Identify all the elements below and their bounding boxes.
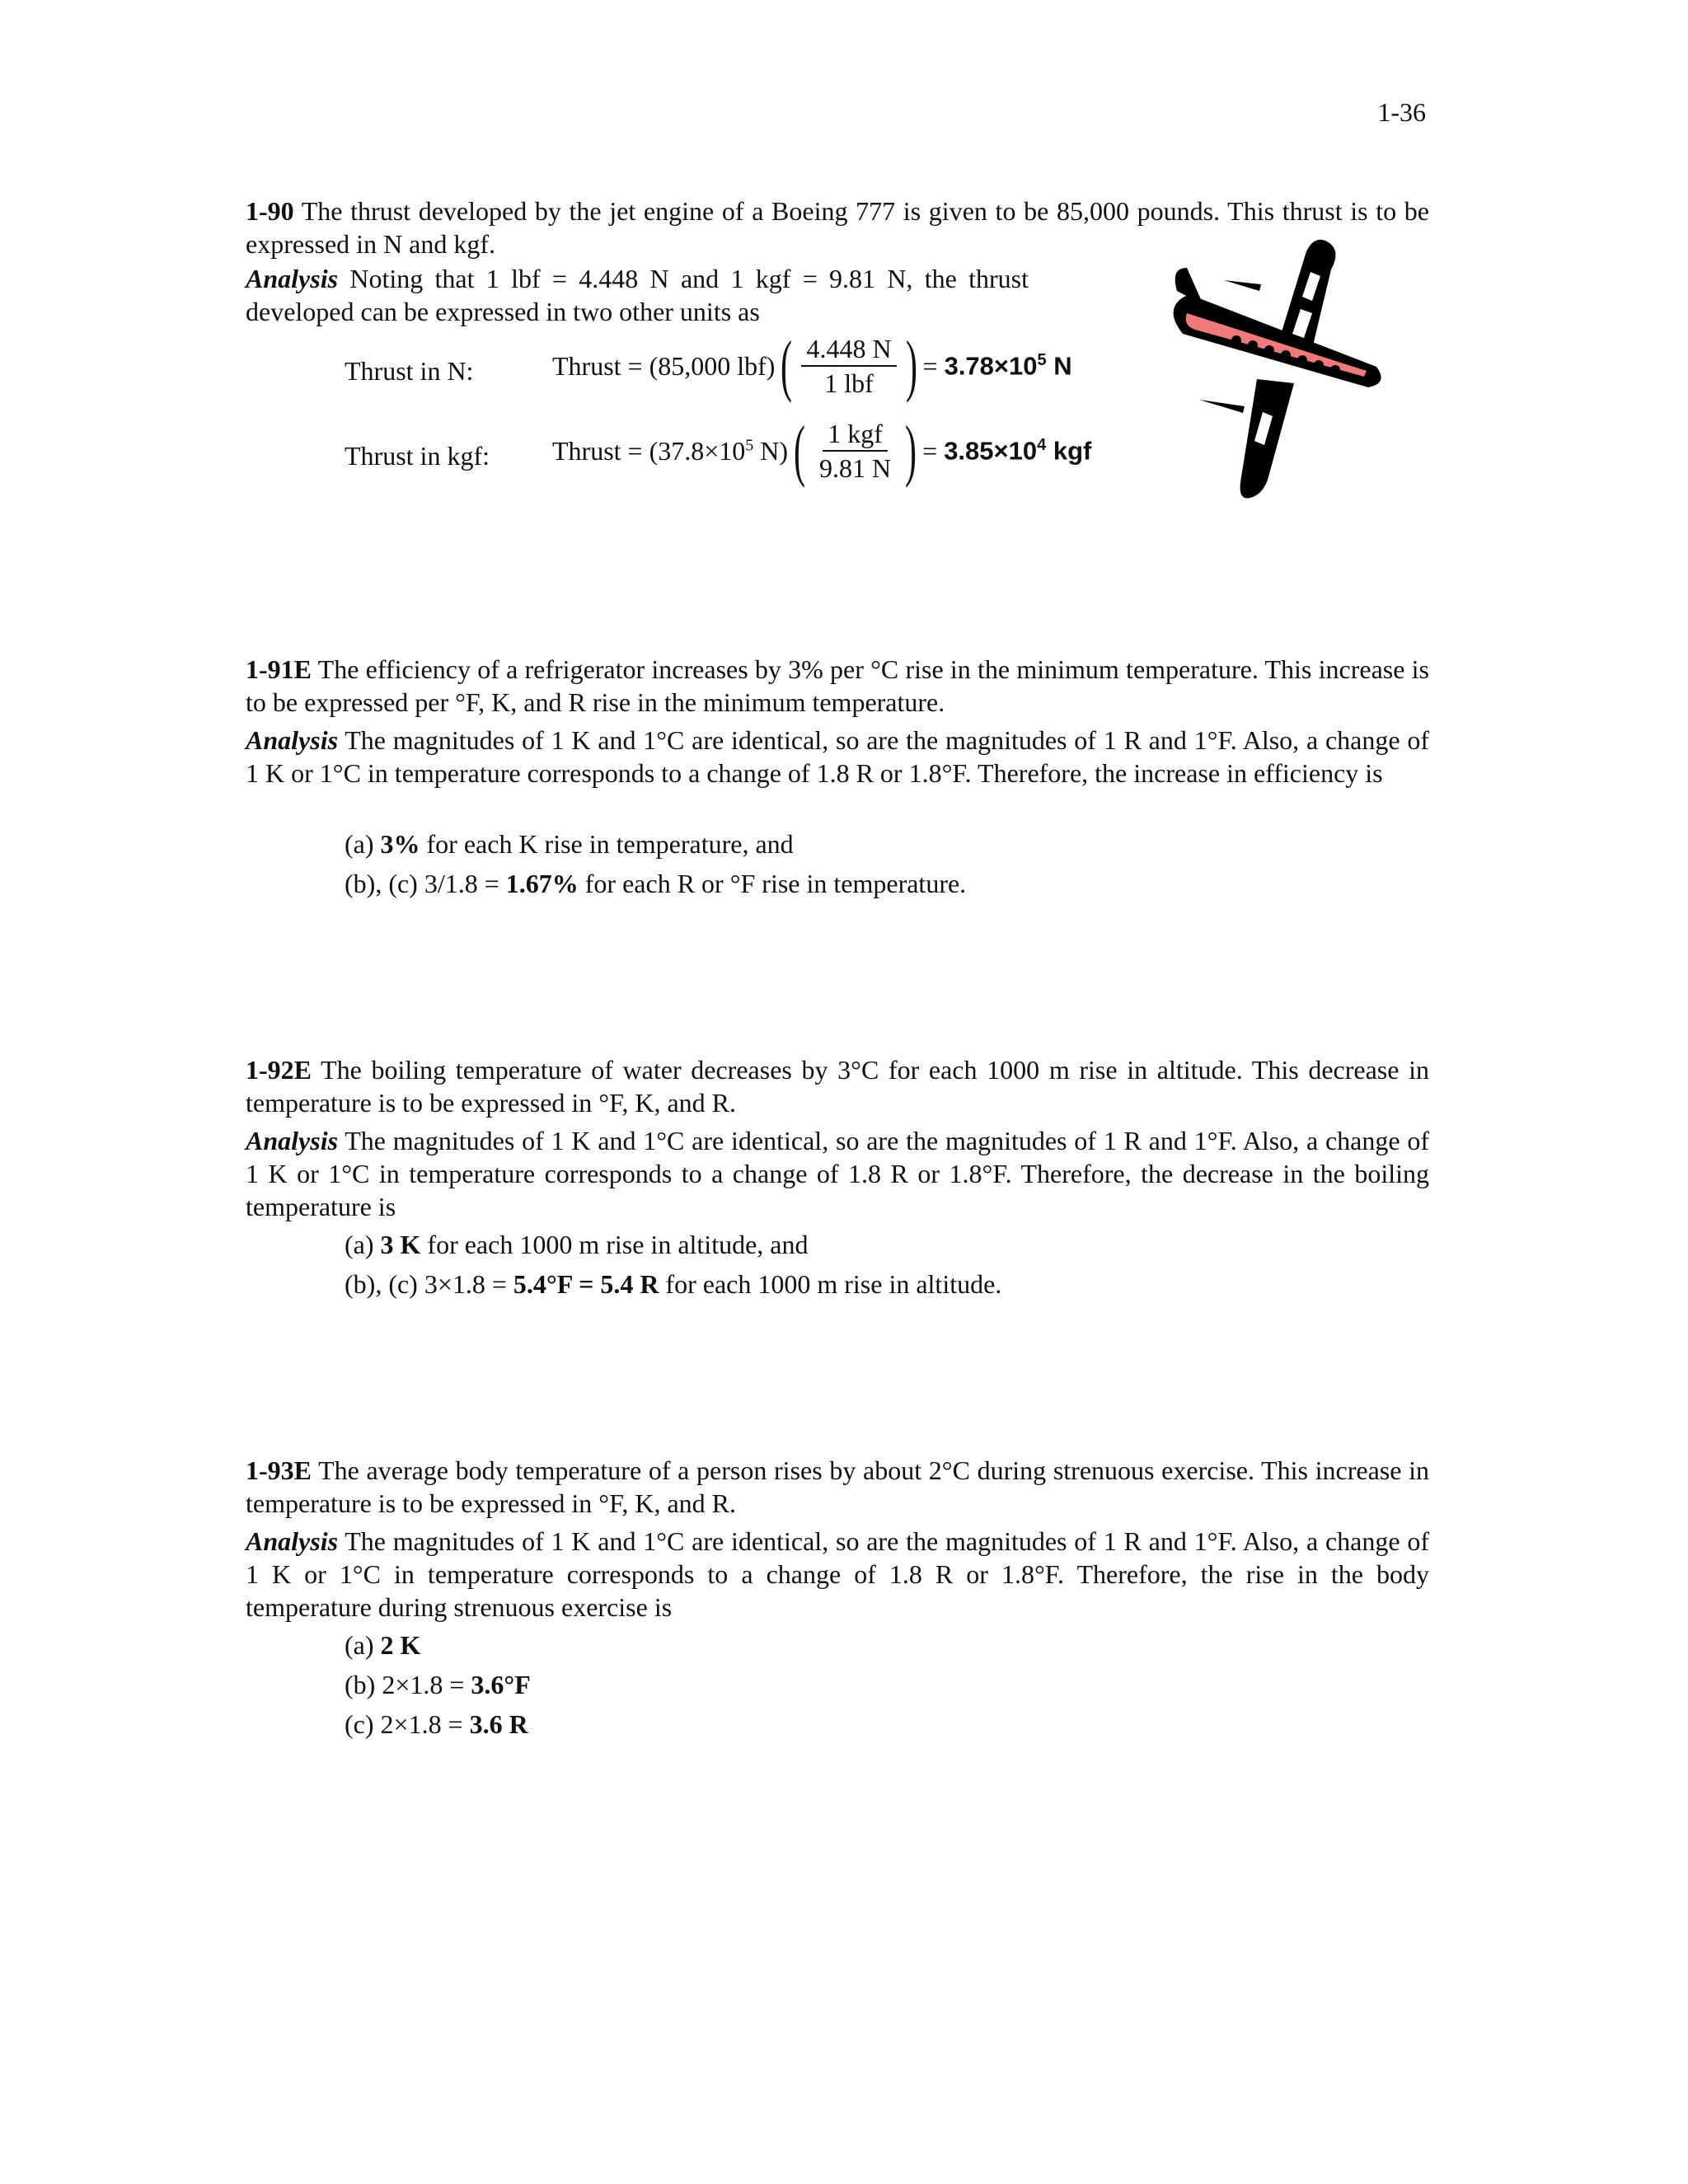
analysis-keyword: Analysis [246,1126,339,1155]
left-paren: ( [781,327,793,404]
problem-1-90-analysis [246,262,1029,328]
answer-bc [345,1268,1001,1301]
eq1-numerator: 4.448 N [801,332,896,367]
answer-text: for each R or °F rise in temperature. [578,869,967,898]
problem-text: The thrust developed by the jet engine of a Boeing 777 is given to be 85,000 pounds. This thrust is to be expressed in N and kgf. [246,196,1430,259]
answer-label: (a) [345,829,381,859]
right-paren: ) [905,327,917,404]
answer-a [345,827,794,860]
answer-text: for each 1000 m rise in altitude, and [420,1230,809,1259]
answer-a [345,1228,808,1261]
problem-1-93e-statement [246,1454,1429,1520]
answer-value: 5.4°F = 5.4 R [513,1269,659,1299]
airplane-icon [1162,235,1393,507]
problem-1-91e-analysis [246,724,1429,790]
right-paren: ) [905,412,917,489]
problem-number: 1-93E [246,1455,312,1485]
problem-1-93e-analysis [246,1525,1429,1624]
answer-value: 3% [380,829,420,859]
eq2-label: Thrust in kgf: [345,441,490,471]
answer-a [345,1629,420,1661]
answer-label: (a) [345,1630,381,1660]
equation-thrust-n [552,327,1072,404]
eq1-result [945,351,1072,381]
analysis-text: Noting that 1 lbf = 4.448 N and 1 kgf = 9.81 N, the thrust developed can be expressed in two other units as [246,264,1029,326]
answer-value: 3.6 R [469,1709,528,1739]
problem-number: 1-92E [246,1055,312,1085]
answer-label: (b) 2×1.8 = [345,1670,471,1699]
left-paren: ( [794,412,806,489]
eq2-denominator: 9.81 N [819,453,892,483]
answer-value: 3.6°F [471,1670,531,1699]
answer-b [345,1668,531,1701]
eq1-fraction [801,332,896,400]
equation-thrust-kgf [552,412,1092,489]
eq2-result-mantissa: 3.85×10 [944,436,1038,466]
eq2-fraction [814,417,896,485]
eq1-result-exponent: 5 [1037,350,1047,369]
analysis-keyword: Analysis [246,725,339,755]
answer-value: 3 K [380,1230,421,1259]
analysis-keyword: Analysis [246,264,339,293]
problem-1-92e-statement [246,1053,1429,1119]
answer-label: (c) 2×1.8 = [345,1709,470,1739]
eq2-lhs [552,436,788,466]
answer-value: 2 K [380,1630,421,1660]
eq2-lhs-tail: N) [753,435,789,466]
analysis-text: The magnitudes of 1 K and 1°C are identical, so are the magnitudes of 1 R and 1°F. Also, a change of 1 K or 1°C in temperature corresponds to a change of 1.8 R or 1.8°F. Therefore, the increase in efficiency is [246,725,1430,788]
eq2-lhs-exponent: 5 [745,435,754,454]
answer-label: (a) [345,1230,381,1259]
analysis-text: The magnitudes of 1 K and 1°C are identical, so are the magnitudes of 1 R and 1°F. Also, a change of 1 K or 1°C in temperature corresponds to a change of 1.8 R or 1.8°F. Therefore, the rise in the body temperature during strenuous exercise is [246,1526,1430,1622]
analysis-keyword: Analysis [246,1526,339,1556]
analysis-text: The magnitudes of 1 K and 1°C are identical, so are the magnitudes of 1 R and 1°F. Also, a change of 1 K or 1°C in temperature corresponds to a change of 1.8 R or 1.8°F. Therefore, the decrease in the boiling temperature is [246,1126,1430,1221]
problem-text: The average body temperature of a person rises by about 2°C during strenuous exercise. This increase in temperature is to be expressed in °F, K, and R. [246,1455,1430,1518]
answer-label: (b), (c) 3/1.8 = [345,869,506,898]
answer-c [345,1708,528,1741]
answer-label: (b), (c) 3×1.8 = [345,1269,513,1299]
eq2-lhs-text: Thrust = (37.8×10 [552,435,746,466]
eq1-result-mantissa: 3.78×10 [944,351,1038,381]
eq1-label: Thrust in N: [345,356,474,386]
eq1-equals: = [922,350,938,381]
eq1-lhs: Thrust = (85,000 lbf) [552,350,776,381]
eq2-result-exponent: 4 [1037,435,1047,454]
eq2-numerator: 1 kgf [823,417,888,452]
problem-number: 1-90 [246,196,294,226]
eq1-result-unit: N [1046,351,1072,381]
eq2-equals: = [922,435,938,466]
problem-1-92e-analysis [246,1124,1429,1223]
problem-number: 1-91E [246,654,312,684]
eq2-result [944,436,1091,466]
eq1-denominator: 1 lbf [824,368,874,398]
page-number: 1-36 [1377,97,1426,127]
answer-text: for each K rise in temperature, and [420,829,794,859]
problem-1-91e-statement [246,653,1429,719]
problem-text: The efficiency of a refrigerator increases by 3% per °C rise in the minimum temperature. This increase is to be expressed per °F, K, and R rise in the minimum temperature. [246,654,1430,717]
eq2-result-unit: kgf [1046,436,1092,466]
answer-bc [345,867,966,900]
answer-text: for each 1000 m rise in altitude. [659,1269,1002,1299]
answer-value: 1.67% [505,869,579,898]
problem-text: The boiling temperature of water decreases by 3°C for each 1000 m rise in altitude. This decrease in temperature is to be expressed in °F, K, and R. [246,1055,1430,1118]
